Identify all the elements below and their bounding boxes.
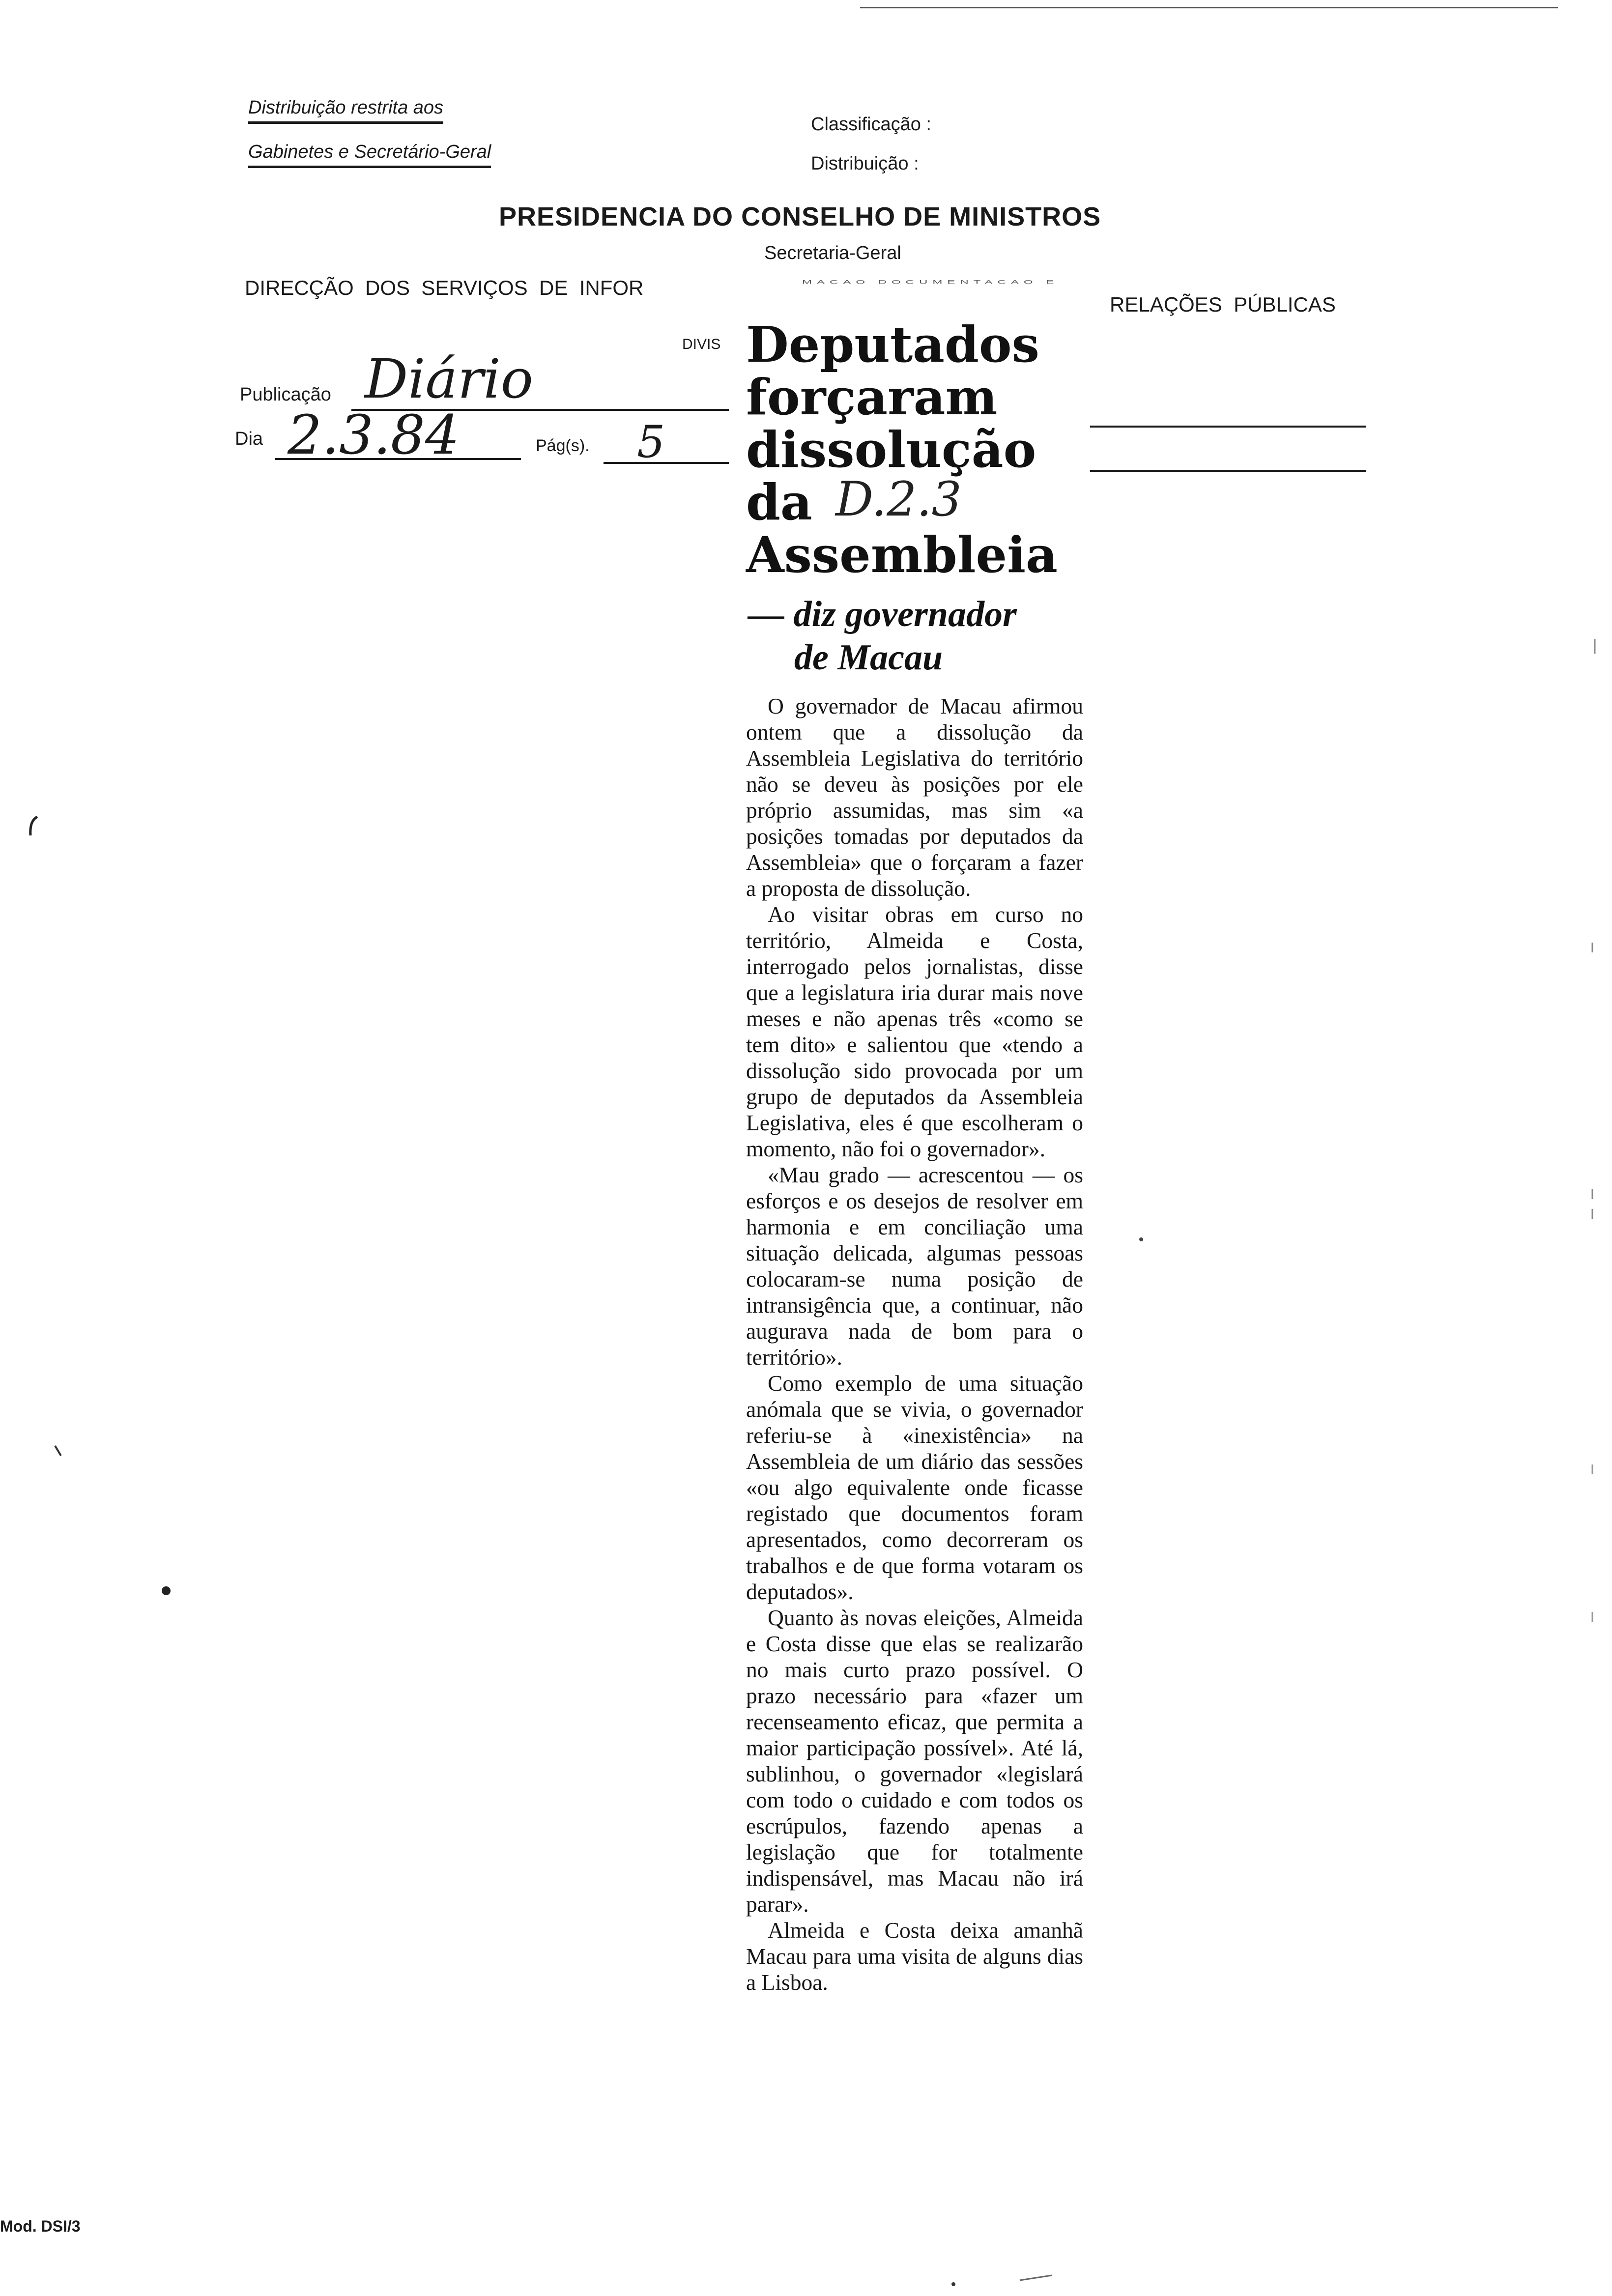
paragraph: Quanto às novas eleições, Almeida e Costa disse que elas se realizarão no mais curto prazo possível. O prazo necessário para «fazer um recenseamento eficaz, que permita a maior participação possível». Até lá, sublinhou, o governador «legislará com todo o cuidado e com todos os escrúpulos, fazendo apenas a legislação que for totalmente indispensável, mas Macau não irá parar». (746, 1605, 1083, 1917)
direction-label: DIRECÇÃO DOS SERVIÇOS DE INFOR (245, 276, 644, 299)
stray-dot (951, 2282, 955, 2286)
paragraph: Como exemplo de uma situação anómala que se vivia, o governador referiu-se à «inexistência» na Assembleia de um diário das sessões «ou algo equivalente onde ficasse registado que documentos foram apresentados, como decorreram os trabalhos e de que forma votaram os deputados». (746, 1371, 1083, 1604)
classification-label: Classificação : (811, 114, 931, 135)
stray-mark (30, 817, 37, 835)
paragraph: O governador de Macau afirmou ontem que a dissolução da Assembleia Legislativa do território não se deveu às posições por ele próprio assumidas, mas sim «a posições tomadas por deputados da Assembleia» que o forçaram a fazer a proposta de dissolução. (746, 693, 1083, 901)
distribution-line-2: Gabinetes e Secretário-Geral (248, 142, 491, 168)
headline-line-2: forçaram (746, 368, 998, 426)
distribution-line-1: Distribuição restrita aos (248, 97, 443, 124)
headline-line-4: da (746, 473, 812, 531)
day-handwritten: 2.3.84 (288, 403, 460, 466)
subtitle-line-1: — diz governador (748, 594, 1017, 634)
pages-label: Pág(s). (536, 436, 590, 455)
subtitle-line-2: de Macau (794, 637, 943, 678)
headline-line-3: dissolução (746, 421, 1036, 479)
ministry-heading: PRESIDENCIA DO CONSELHO DE MINISTROS (499, 202, 1101, 231)
headline-line-5: Assembleia (746, 526, 1058, 584)
publication-handwritten: Diário (365, 347, 533, 410)
handwritten-note: D.2.3 (835, 472, 962, 527)
stray-mark (55, 1446, 61, 1456)
stray-dot (162, 1586, 171, 1595)
paragraph: Ao visitar obras em curso no território, Almeida e Costa, interrogado pelos jornalistas, disse que a legislatura iria durar mais nove meses e não apenas três «como se tem dito» e salientou que «tendo a dissolução sido provocada por um grupo de deputados da Assembleia Legislativa, eles é que escolheram o momento, não foi o governador». (746, 902, 1083, 1161)
divis-label: DIVIS (682, 336, 721, 352)
publication-label: Publicação (240, 384, 331, 405)
stray-mark (1020, 2275, 1052, 2280)
day-label: Dia (235, 429, 263, 449)
headline-line-1: Deputados (746, 316, 1039, 373)
secretariat-label: Secretaria-Geral (764, 243, 901, 263)
pages-handwritten: 5 (637, 416, 665, 468)
stray-dot (1139, 1237, 1143, 1241)
paragraph: Almeida e Costa deixa amanhã Macau para uma visita de alguns dias a Lisboa. (746, 1918, 1083, 1995)
model-label: Mod. DSI/3 (0, 2217, 81, 2235)
paragraph: «Mau grado — acrescentou — os esforços e os desejos de resolver em harmonia e em conciliação uma situação delicada, algumas pessoas colocaram-se numa posição de intransigência que, a continuar, não augurava nada de bom para o território». (746, 1162, 1083, 1370)
distribution-label: Distribuição : (811, 153, 919, 174)
public-relations-label: RELAÇÕES PÚBLICAS (1110, 293, 1336, 316)
direction-obscured-text: MACAO DOCUMENTACAO E (802, 279, 1059, 286)
